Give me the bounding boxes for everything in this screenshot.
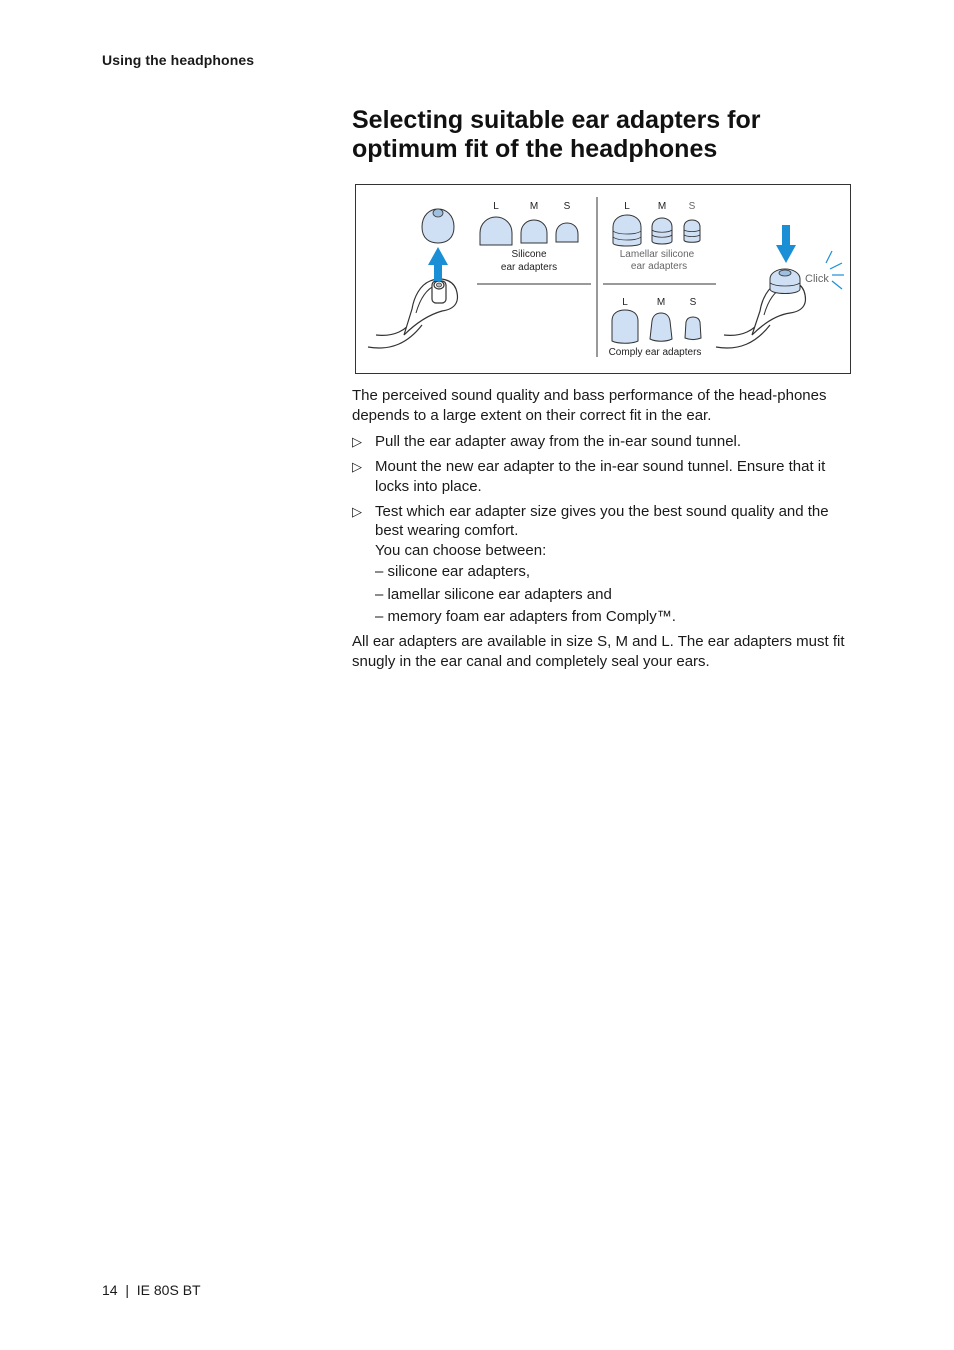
comply-label: Comply ear adapters: [608, 347, 702, 358]
headphone-mount-illustration: [716, 269, 805, 348]
step-item: [352, 502, 852, 627]
adapter-options-list: [375, 562, 852, 627]
comply-size-m: M: [656, 297, 666, 308]
lamellar-label-2: ear adapters: [630, 261, 688, 272]
page-title: Selecting suitable ear adapters for optimum fit of the headphones: [352, 106, 761, 163]
footer-separator: |: [125, 1282, 129, 1298]
lamellar-size-s: S: [688, 201, 696, 212]
comply-adapter-s-icon: [685, 317, 701, 340]
step-text: Test which ear adapter size gives you the best sound quality and the best wearing comfort.: [375, 502, 829, 539]
step-item: [352, 432, 852, 452]
option-item: – silicone ear adapters,: [375, 563, 531, 580]
option-item: – lamellar silicone ear adapters and: [375, 585, 612, 603]
click-label: Click: [805, 273, 829, 285]
arrow-down-icon: [776, 225, 796, 263]
silicone-adapter-s-icon: [556, 223, 578, 242]
lamellar-adapter-m-icon: [652, 218, 672, 244]
removed-adapter-icon: [422, 209, 454, 243]
lamellar-size-l: L: [624, 201, 630, 212]
page-footer: [102, 1282, 201, 1298]
section-header: Using the headphones: [102, 52, 255, 68]
instruction-steps: [352, 432, 852, 627]
lamellar-size-m: M: [657, 201, 667, 212]
silicone-label-1: Silicone: [511, 249, 547, 260]
ear-adapter-figure: [355, 184, 851, 374]
lamellar-label-1: Lamellar silicone: [619, 249, 695, 260]
triangle-bullet-icon: ▷: [352, 434, 362, 449]
page-number: 14: [102, 1282, 118, 1298]
lamellar-adapter-s-icon: [684, 220, 700, 242]
intro-paragraph: The perceived sound quality and bass performance of the head-phones depends to a large extent on their correct fit in the ear.: [352, 387, 827, 424]
silicone-size-s: S: [563, 201, 571, 212]
product-name: IE 80S BT: [136, 1282, 201, 1298]
comply-size-l: L: [622, 297, 628, 308]
step-subtext: You can choose between:: [375, 541, 547, 559]
comply-adapter-l-icon: [612, 310, 638, 343]
comply-adapter-m-icon: [650, 313, 672, 341]
headphone-remove-illustration: [368, 279, 457, 348]
closing-paragraph: All ear adapters are available in size S, M and L. The ear adapters must fit snugly in the ear canal and completely seal your ears.: [352, 633, 845, 670]
step-text: Pull the ear adapter away from the in-ear sound tunnel.: [375, 433, 742, 450]
silicone-size-l: L: [493, 201, 499, 212]
triangle-bullet-icon: ▷: [352, 503, 362, 519]
arrow-up-icon: [428, 247, 448, 281]
silicone-size-m: M: [529, 201, 539, 212]
lamellar-adapter-l-icon: [613, 215, 641, 246]
triangle-bullet-icon: ▷: [352, 459, 362, 474]
silicone-adapter-m-icon: [521, 220, 547, 243]
option-item: – memory foam ear adapters from Comply™.: [375, 608, 676, 625]
silicone-label-2: ear adapters: [500, 262, 558, 273]
body-text: [352, 386, 852, 671]
step-item: [352, 457, 852, 496]
step-text: Mount the new ear adapter to the in-ear sound tunnel. Ensure that it locks into place.: [375, 458, 826, 495]
silicone-adapter-l-icon: [480, 217, 512, 245]
comply-size-s: S: [689, 297, 697, 308]
